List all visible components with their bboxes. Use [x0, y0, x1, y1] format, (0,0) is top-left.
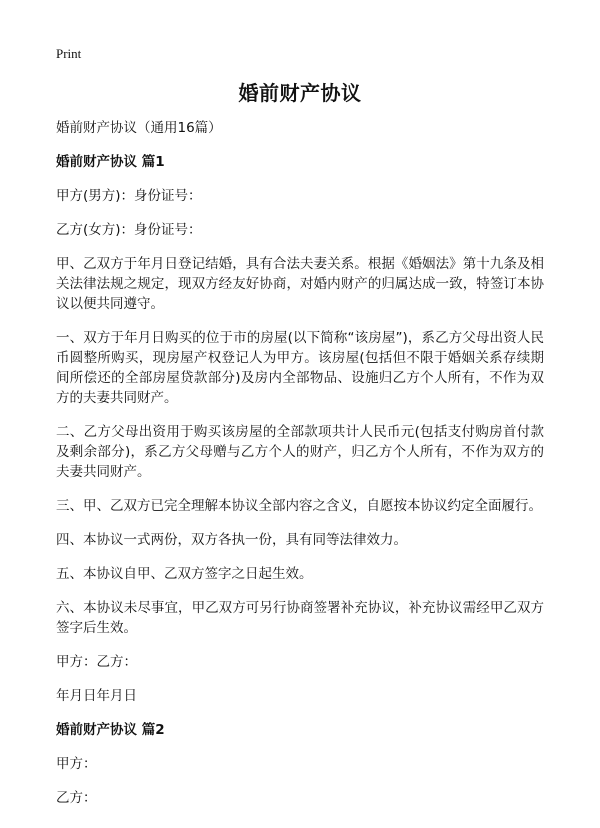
clause-4: 四、本协议一式两份，双方各执一份，具有同等法律效力。 [56, 532, 407, 548]
clause-6: 六、本协议未尽事宜，甲乙双方可另行协商签署补充协议，补充协议需经甲乙双方签字后生效。 [56, 600, 544, 636]
clause-5: 五、本协议自甲、乙双方签字之日起生效。 [56, 566, 313, 582]
section-heading-1: 婚前财产协议 篇1 [56, 154, 165, 170]
document-subtitle: 婚前财产协议（通用16篇） [56, 120, 222, 136]
clause-3: 三、甲、乙双方已完全理解本协议全部内容之含义，自愿按本协议约定全面履行。 [56, 498, 542, 514]
intro-paragraph: 甲、乙双方于年月日登记结婚，具有合法夫妻关系。根据《婚姻法》第十九条及相关法律法规之规定，现双方经友好协商，对婚内财产的归属达成一致，特签订本协议以便共同遵守。 [56, 256, 544, 312]
signature-line: 甲方：乙方： [56, 654, 137, 670]
date-line: 年月日年月日 [56, 688, 137, 704]
section-heading-2: 婚前财产协议 篇2 [56, 722, 165, 738]
section-2-party-b-line: 乙方： [56, 790, 97, 806]
print-link[interactable]: Print [56, 46, 82, 61]
clause-2: 二、乙方父母出资用于购买该房屋的全部款项共计人民币元(包括支付购房首付款及剩余部分)，系乙方父母赠与乙方个人的财产，归乙方个人所有，不作为双方的夫妻共同财产。 [56, 424, 544, 480]
party-a-line: 甲方(男方)：身份证号： [56, 188, 202, 204]
party-b-line: 乙方(女方)：身份证号： [56, 222, 202, 238]
page-title: 婚前财产协议 [238, 81, 362, 105]
clause-1: 一、双方于年月日购买的位于市的房屋(以下简称“该房屋”)，系乙方父母出资人民币圆整所购买，现房屋产权登记人为甲方。该房屋(包括但不限于婚姻关系存续期间所偿还的全部房屋贷款部分)及房内全部物品、设施归乙方个人所有，不作为双方的夫妻共同财产。 [56, 330, 544, 406]
section-2-party-a-line: 甲方： [56, 756, 97, 772]
